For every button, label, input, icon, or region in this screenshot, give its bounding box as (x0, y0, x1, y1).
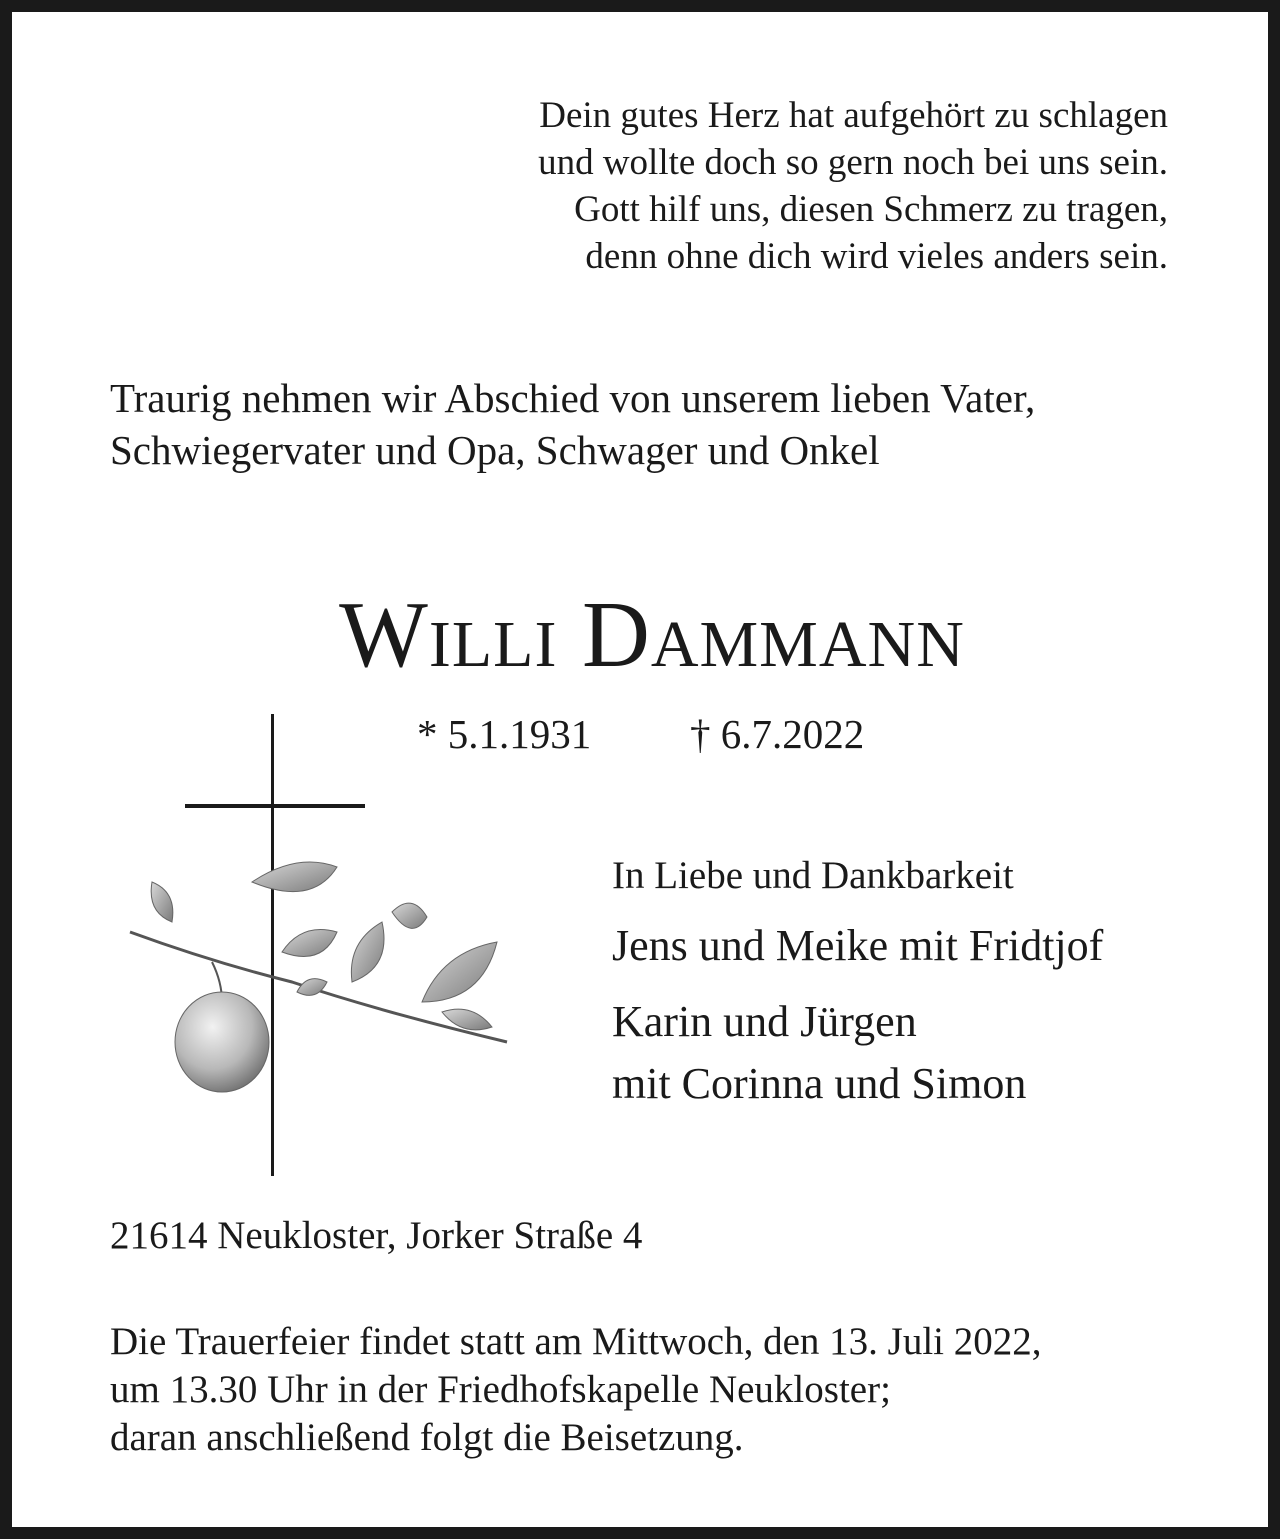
birth-date: * 5.1.1931 (417, 711, 592, 757)
poem (538, 92, 1168, 280)
cross-icon-bar (185, 804, 365, 808)
mourners-heading: In Liebe und Dankbarkeit (612, 854, 1014, 897)
service-line: daran anschließend folgt die Beisetzung. (110, 1416, 744, 1459)
poem-line: Gott hilf uns, diesen Schmerz zu tragen, (574, 189, 1168, 230)
intro-line: Schwiegervater und Opa, Schwager und Onkel (110, 427, 880, 473)
service-line: Die Trauerfeier findet statt am Mittwoch, den 13. Juli 2022, (110, 1320, 1042, 1363)
death-date: † 6.7.2022 (690, 711, 865, 757)
address: 21614 Neukloster, Jorker Straße 4 (110, 1214, 643, 1257)
family-2-line-1: Karin und Jürgen (612, 997, 917, 1046)
mourners (612, 852, 1103, 1110)
family-1: Jens und Meike mit Fridtjof (612, 921, 1104, 970)
deceased-name: Willi Dammann (339, 583, 965, 687)
service-info (110, 1318, 1042, 1462)
poem-line: Dein gutes Herz hat aufgehört zu schlagen (539, 95, 1168, 136)
service-line: um 13.30 Uhr in der Friedhofskapelle Neukloster; (110, 1368, 891, 1411)
intro-text (110, 372, 1035, 476)
family-2-line-2: mit Corinna und Simon (612, 1059, 1027, 1108)
poem-line: und wollte doch so gern noch bei uns sein. (538, 142, 1168, 183)
intro-line: Traurig nehmen wir Abschied von unserem lieben Vater, (110, 375, 1036, 421)
poem-line: denn ohne dich wird vieles anders sein. (585, 236, 1168, 277)
apple-branch-icon (122, 852, 522, 1102)
